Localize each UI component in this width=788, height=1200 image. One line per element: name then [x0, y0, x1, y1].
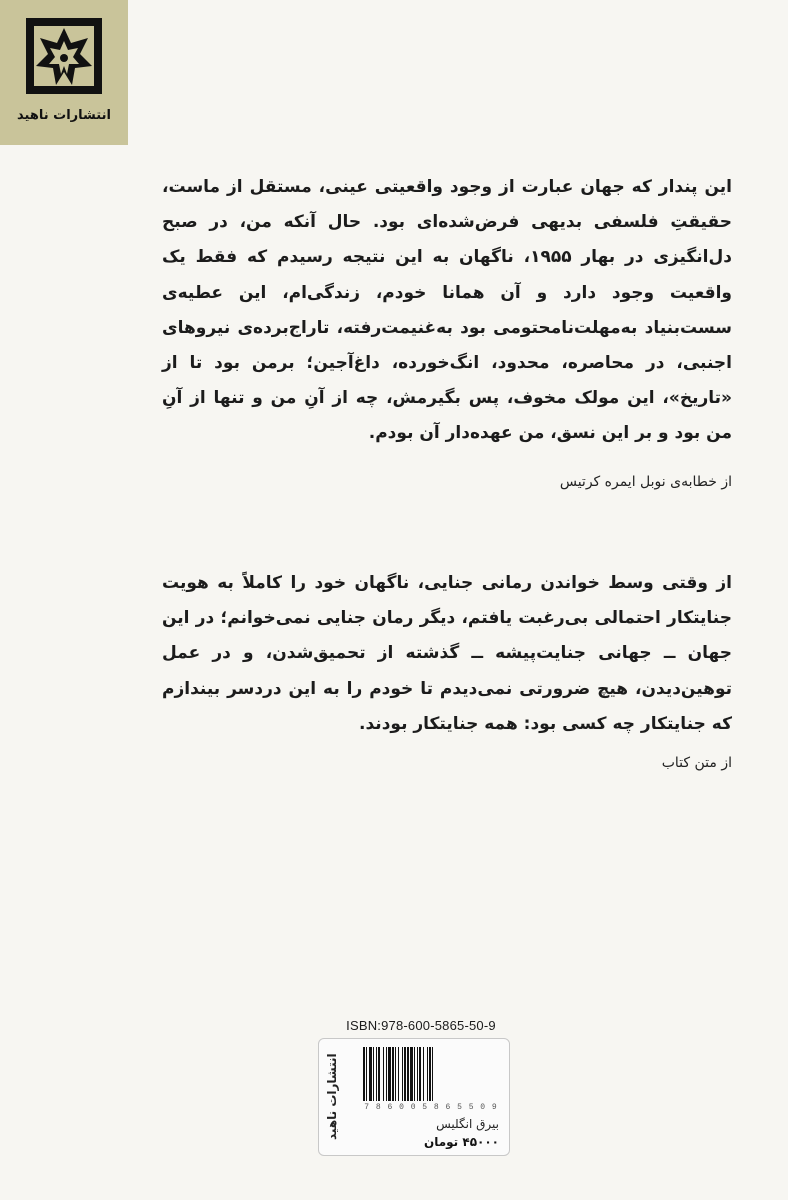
star-emblem-icon [22, 14, 106, 98]
price-sticker [318, 1038, 510, 1156]
barcode-stripe [392, 1047, 394, 1101]
barcode-stripe [432, 1047, 433, 1101]
barcode-stripe [386, 1047, 387, 1101]
barcode-stripe [383, 1047, 384, 1101]
barcode-stripe [419, 1047, 421, 1101]
publisher-name: انتشارات ناهید [17, 108, 111, 123]
barcode-stripe [395, 1047, 396, 1101]
sticker-publisher: انتشارات ناهید [325, 1053, 339, 1141]
publisher-logo-box [0, 0, 128, 145]
barcode-stripe [376, 1047, 377, 1101]
barcode-bars [361, 1047, 501, 1101]
barcode-stripe [429, 1047, 431, 1101]
quote-1-attribution: از خطابه‌ی نوبل ایمره کرتیس [559, 474, 732, 490]
barcode-stripe [417, 1047, 418, 1101]
barcode-stripe [414, 1047, 415, 1101]
barcode-stripe [423, 1047, 424, 1101]
barcode-stripe [378, 1047, 380, 1101]
barcode-stripe [404, 1047, 406, 1101]
barcode-stripe [407, 1047, 409, 1101]
book-title: بیرق انگلیس [436, 1117, 499, 1131]
barcode-stripe [369, 1047, 372, 1101]
barcode-stripe [427, 1047, 428, 1101]
barcode-stripe [373, 1047, 374, 1101]
quote-2-text: از وقتی وسط خواندن رمانی جنایی، ناگهان خود را کاملاً به هویت جنایتکار احتمالی بی‌رغبت یافتم، دیگر رمان جنایی نمی‌خوانم؛ در این جهان ــ جهانی جنایت‌پیشه ــ گذشته از تحمیق‌شدن، و در عمل توهین‌دیدن، هیچ ضرورتی نمی‌دیدم تا خودم را به این دردسر بیندازم که جنایتکار چه کسی بود: همه جنایتکار بودند. [162, 573, 732, 734]
barcode-digits: 7 8 6 0 0 5 8 6 5 5 0 9 [364, 1103, 498, 1112]
barcode-stripe [410, 1047, 413, 1101]
barcode-stripe [398, 1047, 399, 1101]
book-price: ۴۵۰۰۰ تومان [423, 1135, 499, 1149]
barcode-stripe [388, 1047, 391, 1101]
barcode-area [318, 1018, 518, 1158]
barcode-stripe [366, 1047, 367, 1101]
barcode-stripe [363, 1047, 365, 1101]
isbn-label: ISBN:978-600-5865-50-9 [346, 1018, 496, 1033]
quote-2-attribution: از متن کتاب [661, 755, 732, 771]
quote-1-text: این پندار که جهان عبارت از وجود واقعیتی عینی، مستقل از ماست، حقیقتِ فلسفی بدیهی فرض‌شده‌ای بود. حال آنکه من، در صبح دل‌انگیزی در بهار ۱۹۵۵، ناگهان به این نتیجه رسیدم که فقط یک واقعیت وجود دارد و آن همانا خودم، زندگی‌ام، این عطیه‌ی سست‌بنیاد به‌مهلت‌نامحتومی بود به‌غنیمت‌رفته، تاراج‌برده‌ی نیروهای اجنبی، در محاصره، محدود، انگ‌خورده، داغ‌آجین؛ برمن بود تا از «تاریخ»، این مولک مخوف، پس بگیرمش، چه از آنِ من و تنها از آنِ من بود و بر این نسق، من عهده‌دار آن بودم. [162, 177, 732, 444]
barcode-stripe [402, 1047, 403, 1101]
